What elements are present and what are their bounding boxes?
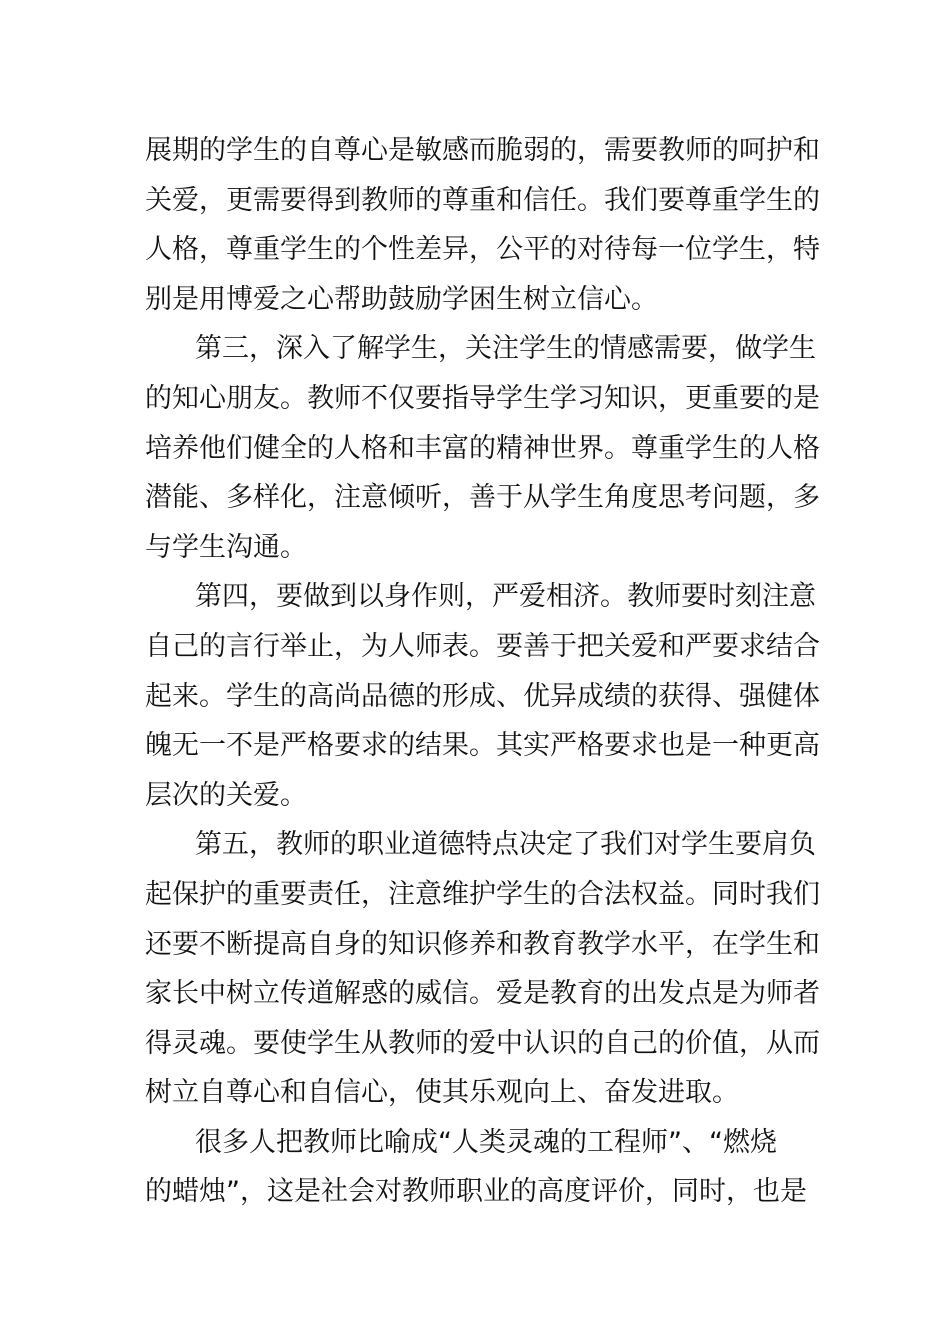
text-line: 起来。学生的高尚品德的形成、优异成绩的获得、强健体	[145, 680, 820, 712]
text-line: 魄无一不是严格要求的结果。其实严格要求也是一种更高	[145, 730, 820, 762]
text-line: 层次的关爱。	[145, 779, 307, 811]
text-line: 的蜡烛”，这是社会对教师职业的高度评价，同时，也是	[145, 1176, 807, 1208]
paragraph-start-line: 第四，要做到以身作则，严爱相济。教师要时刻注意	[195, 581, 816, 613]
text-line: 得灵魂。要使学生从教师的爱中认识的自己的价值，从而	[145, 1027, 820, 1059]
paragraph-start-line: 很多人把教师比喻成“人类灵魂的工程师”、“燃烧	[195, 1126, 777, 1158]
text-line: 的知心朋友。教师不仅要指导学生学习知识，更重要的是	[145, 382, 820, 414]
text-line: 别是用博爱之心帮助鼓励学困生树立信心。	[145, 283, 658, 315]
text-line: 树立自尊心和自信心，使其乐观向上、奋发进取。	[145, 1077, 739, 1109]
text-line: 起保护的重要责任，注意维护学生的合法权益。同时我们	[145, 878, 820, 910]
text-line: 还要不断提高自身的知识修养和教育教学水平，在学生和	[145, 928, 820, 960]
paragraph-start-line: 第三，深入了解学生，关注学生的情感需要，做学生	[195, 333, 816, 365]
text-line: 人格，尊重学生的个性差异，公平的对待每一位学生，特	[145, 234, 820, 266]
text-line: 与学生沟通。	[145, 531, 307, 563]
paragraph-start-line: 第五，教师的职业道德特点决定了我们对学生要肩负	[195, 829, 816, 861]
text-line: 培养他们健全的人格和丰富的精神世界。尊重学生的人格	[145, 432, 820, 464]
text-line: 关爱，更需要得到教师的尊重和信任。我们要尊重学生的	[145, 184, 820, 216]
text-line: 展期的学生的自尊心是敏感而脆弱的，需要教师的呵护和	[145, 135, 820, 166]
body-text	[145, 126, 820, 1217]
text-line: 家长中树立传道解惑的威信。爱是教育的出发点是为师者	[145, 978, 820, 1010]
text-line: 潜能、多样化，注意倾听，善于从学生角度思考问题，多	[145, 482, 820, 514]
text-line: 自己的言行举止，为人师表。要善于把关爱和严要求结合	[145, 630, 820, 662]
